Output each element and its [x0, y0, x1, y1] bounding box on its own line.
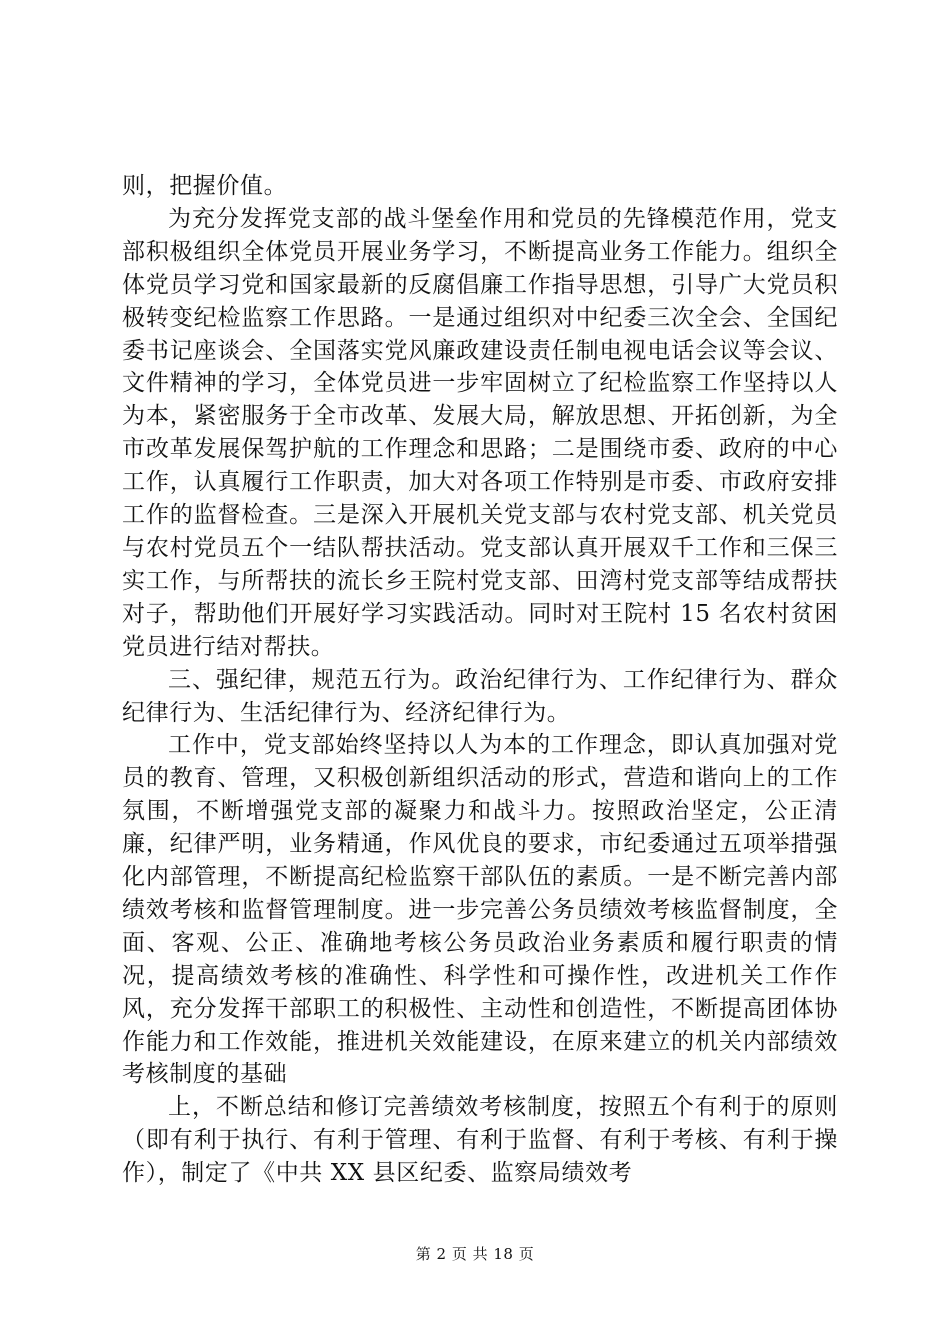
paragraph-4: 工作中，党支部始终坚持以人为本的工作理念，即认真加强对党员的教育、管理，又积极创新组织活动的形式，营造和谐向上的工作氛围，不断增强党支部的凝聚力和战斗力。按照政治坚定，公正清廉，纪律严明，业务精通，作风优良的要求，市纪委通过五项举措强化内部管理，不断提高纪检监察干部队伍的素质。一是不断完善内部绩效考核和监督管理制度。进一步完善公务员绩效考核监督制度，全面、客观、公正、准确地考核公务员政治业务素质和履行职责的情况，提高绩效考核的准确性、科学性和可操作性，改进机关工作作风，充分发挥干部职工的积极性、主动性和创造性，不断提高团体协作能力和工作效能，推进机关效能建设，在原来建立的机关内部绩效考核制度的基础 — [122, 732, 838, 1088]
document-body — [122, 170, 838, 1190]
paragraph-1: 则，把握价值。 — [122, 173, 288, 199]
paragraph-3: 三、强纪律，规范五行为。政治纪律行为、工作纪律行为、群众纪律行为、生活纪律行为、经济纪律行为。 — [122, 666, 838, 726]
page-footer — [0, 1244, 950, 1264]
paragraph-2: 为充分发挥党支部的战斗堡垒作用和党员的先锋模范作用，党支部积极组织全体党员开展业务学习，不断提高业务工作能力。组织全体党员学习党和国家最新的反腐倡廉工作指导思想，引导广大党员积极转变纪检监察工作思路。一是通过组织对中纪委三次全会、全国纪委书记座谈会、全国落实党风廉政建设责任制电视电话会议等会议、文件精神的学习，全体党员进一步牢固树立了纪检监察工作坚持以人为本，紧密服务于全市改革、发展大局，解放思想、开拓创新，为全市改革发展保驾护航的工作理念和思路；二是围绕市委、政府的中心工作，认真履行工作职责，加大对各项工作特别是市委、市政府安排工作的监督检查。三是深入开展机关党支部与农村党支部、机关党员与农村党员五个一结队帮扶活动。党支部认真开展双千工作和三保三实工作，与所帮扶的流长乡王院村党支部、田湾村党支部等结成帮扶对子，帮助他们开展好学习实践活动。同时对王院村 15 名农村贫困党员进行结对帮扶。 — [122, 205, 838, 660]
paragraph-5: 上，不断总结和修订完善绩效考核制度，按照五个有利于的原则（即有利于执行、有利于管理、有利于监督、有利于考核、有利于操作），制定了《中共 XX 县区纪委、监察局绩效考 — [122, 1094, 838, 1187]
page-number-label: 第 2 页 共 18 页 — [415, 1245, 535, 1263]
